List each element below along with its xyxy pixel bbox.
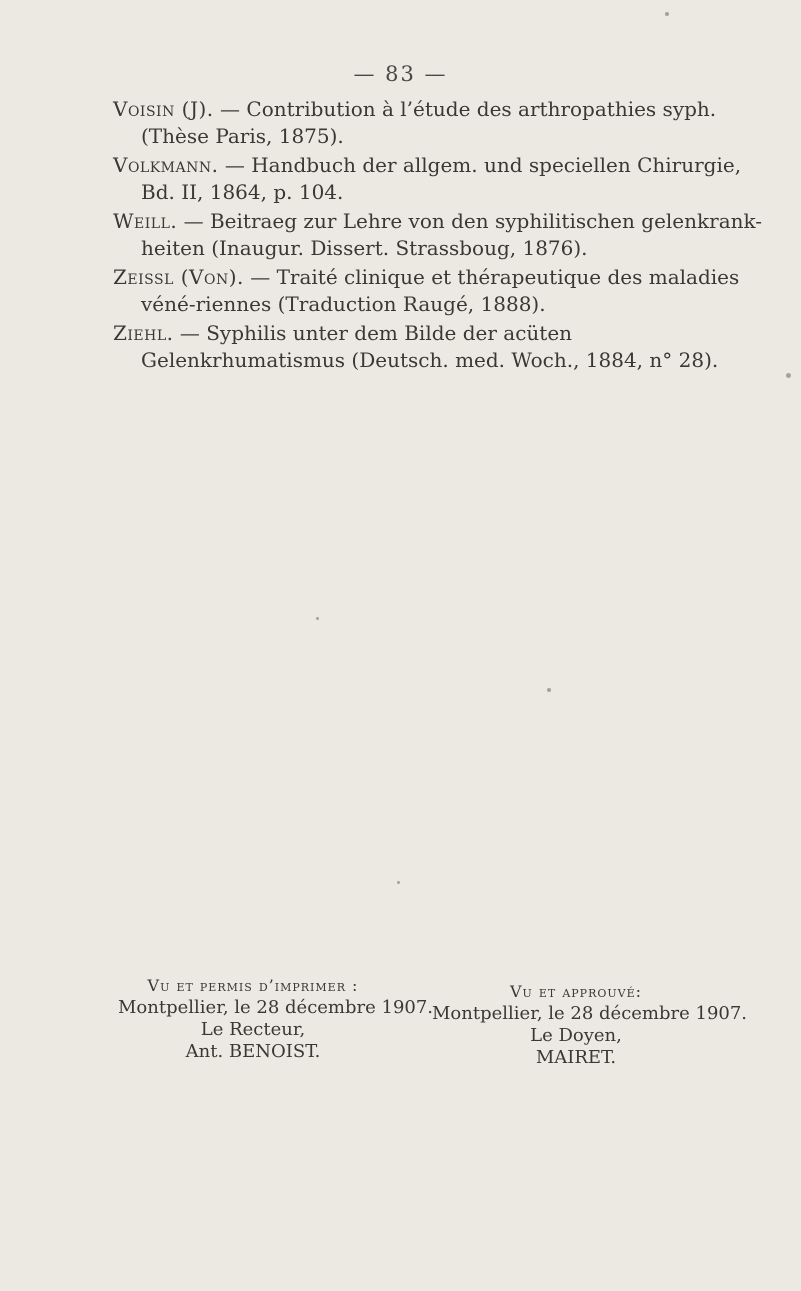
bibliography-entry — [113, 152, 773, 206]
bibliography-entry — [113, 96, 773, 150]
entry-author: Voisin (J). — [113, 97, 214, 121]
rector-approval — [118, 975, 434, 1063]
entry-text: — Handbuch der allgem. und speciellen Chirurgie, Bd. II, 1864, p. 104. — [141, 153, 742, 204]
entry-author: Ziehl. — [113, 321, 174, 345]
approval-place-date: Montpellier, le 28 décembre 1907. — [118, 997, 434, 1018]
paper-speck — [547, 688, 551, 692]
bibliography-entry — [113, 208, 773, 262]
entry-text: — Syphilis unter dem Bilde der acüten Gelenkrhumatismus (Deutsch. med. Woch., 1884, n° 28). — [141, 321, 719, 372]
paper-speck — [665, 12, 669, 16]
entry-text: — Contribution à l’étude des arthropathies syph. (Thèse Paris, 1875). — [141, 97, 717, 148]
dean-approval — [432, 981, 748, 1069]
approval-signatory: Ant. BENOIST. — [185, 1041, 321, 1062]
page-number: — 83 — — [353, 62, 448, 86]
entry-author: Weill. — [113, 209, 178, 233]
approval-title: Le Recteur, — [200, 1019, 306, 1040]
bibliography-list — [113, 96, 773, 376]
entry-author: Zeissl (Von). — [113, 265, 244, 289]
bibliography-entry — [113, 320, 773, 374]
bibliography-entry — [113, 264, 773, 318]
paper-speck — [397, 881, 400, 884]
approval-signatory: MAIRET. — [535, 1047, 617, 1068]
paper-speck — [786, 373, 791, 378]
approval-section — [0, 975, 801, 1095]
approval-heading: Vu et approuvé: — [509, 982, 643, 1001]
entry-author: Volkmann. — [113, 153, 219, 177]
approval-heading: Vu et permis d’imprimer : — [147, 976, 359, 995]
approval-place-date: Montpellier, le 28 décembre 1907. — [432, 1003, 748, 1024]
approval-title: Le Doyen, — [530, 1025, 622, 1046]
paper-speck — [316, 617, 319, 620]
entry-text: — Traité clinique et thérapeutique des maladies véné-riennes (Traduction Raugé, 1888). — [141, 265, 740, 316]
entry-text: — Beitraeg zur Lehre von den syphilitischen gelenkrank-heiten (Inaugur. Dissert. Strassboug, 1876). — [141, 209, 763, 260]
